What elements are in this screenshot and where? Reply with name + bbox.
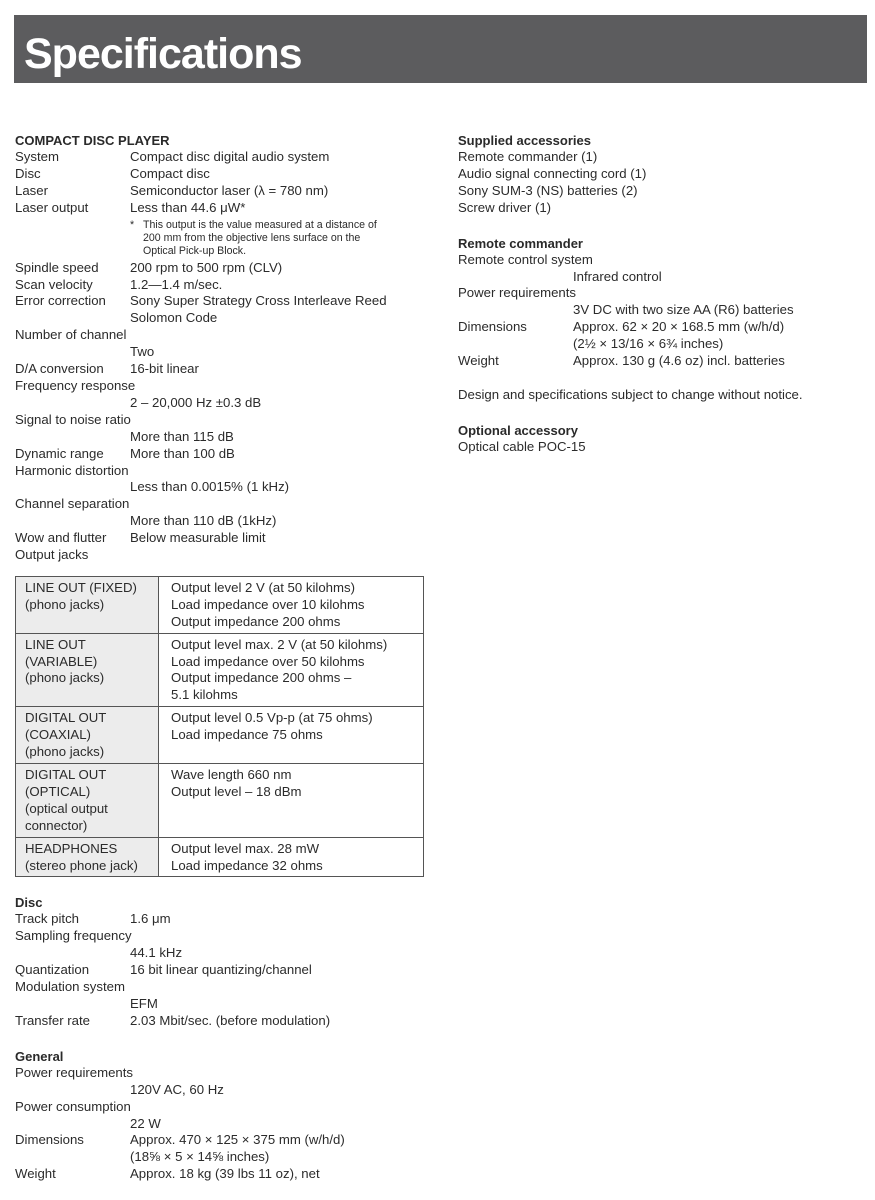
- section-heading-optional: Optional accessory: [458, 422, 578, 438]
- jack-spec-cell: [159, 837, 424, 877]
- spec-label: Laser: [15, 182, 48, 198]
- spec-label-power-requirements: Power requirements: [15, 1064, 134, 1080]
- jack-name-line: LINE OUT (FIXED): [25, 579, 137, 595]
- spec-value: Approx. 470 × 125 × 375 mm (w/h/d): [130, 1132, 345, 1148]
- spec-label: D/A conversion: [15, 361, 104, 377]
- spec-label-output-jacks: Output jacks: [15, 547, 89, 563]
- accessory-item: Sony SUM-3 (NS) batteries (2): [458, 182, 638, 198]
- spec-value: 16 bit linear quantizing/channel: [130, 962, 312, 978]
- jack-spec-line: Load impedance 75 ohms: [171, 727, 323, 743]
- jack-table-row: [16, 837, 424, 877]
- spec-label-harmonic-distortion: Harmonic distortion: [15, 462, 129, 478]
- footnote-line: This output is the value measured at a distance of: [143, 218, 377, 231]
- spec-label: Dimensions: [458, 319, 527, 335]
- spec-row-dimensions: [15, 1132, 435, 1149]
- spec-label: System: [15, 149, 59, 164]
- optional-item: Optical cable POC-15: [458, 438, 586, 454]
- spec-label-sampling-frequency: Sampling frequency: [15, 928, 132, 944]
- jack-name-line: LINE OUT: [25, 636, 86, 652]
- spec-label: Spindle speed: [15, 259, 99, 275]
- jack-spec-line: Output impedance 200 ohms: [171, 613, 341, 629]
- spec-value: 1.2—1.4 m/sec.: [130, 276, 223, 292]
- spec-label: Quantization: [15, 962, 90, 978]
- jack-name-line: HEADPHONES: [25, 840, 118, 856]
- jack-name-line: DIGITAL OUT: [25, 710, 107, 726]
- jack-name-cell: [16, 764, 159, 838]
- spec-value: Compact disc digital audio system: [130, 149, 330, 164]
- jack-spec-line: 5.1 kilohms: [171, 687, 238, 703]
- section-heading-remote: Remote commander: [458, 235, 583, 251]
- jack-spec-line: Load impedance over 50 kilohms: [171, 653, 365, 669]
- spec-value-remote-dimensions-inches: (2½ × 13/16 × 6¾ inches): [573, 336, 724, 352]
- spec-row-dynamic-range: [15, 446, 435, 463]
- spec-row-laser-output: [15, 200, 435, 217]
- spec-label-channel-separation: Channel separation: [15, 496, 130, 512]
- spec-row-wow-flutter: [15, 530, 435, 547]
- spec-label: Track pitch: [15, 911, 79, 927]
- change-notice: Design and specifications subject to change without notice.: [458, 386, 803, 402]
- jack-name-cell: [16, 633, 159, 707]
- spec-label: Wow and flutter: [15, 530, 107, 546]
- spec-value: Less than 44.6 μW*: [130, 199, 246, 215]
- spec-label: Laser output: [15, 199, 89, 215]
- output-jacks-table: [15, 576, 424, 878]
- section-heading-disc: Disc: [15, 895, 43, 911]
- spec-label: Weight: [458, 353, 499, 369]
- footnote-asterisk: *: [130, 218, 135, 231]
- jack-name-cell: [16, 837, 159, 877]
- spec-row-disc: [15, 166, 435, 183]
- jack-name-line: (phono jacks): [25, 744, 105, 760]
- jack-name-line: DIGITAL OUT: [25, 767, 107, 782]
- jack-spec-line: Load impedance over 10 kilohms: [171, 596, 365, 612]
- spec-row-scan-velocity: [15, 277, 435, 294]
- spec-value: More than 100 dB: [130, 445, 235, 461]
- spec-value-power-consumption: 22 W: [130, 1115, 161, 1131]
- spec-value-power-requirements: 120V AC, 60 Hz: [130, 1081, 224, 1097]
- jack-spec-line: Output level 2 V (at 50 kilohms): [171, 579, 355, 595]
- jack-spec-line: Output level max. 28 mW: [171, 840, 320, 856]
- spec-value: Below measurable limit: [130, 530, 266, 546]
- spec-label-channels: Number of channel: [15, 327, 127, 343]
- spec-value-modulation: EFM: [130, 995, 158, 1011]
- spec-label: Dimensions: [15, 1132, 84, 1148]
- spec-label-modulation: Modulation system: [15, 979, 125, 995]
- spec-row-track-pitch: [15, 911, 435, 928]
- right-column: [458, 132, 868, 456]
- spec-value-dimensions-inches: (18⅝ × 5 × 14⅝ inches): [130, 1149, 270, 1165]
- spec-value-remote-power: 3V DC with two size AA (R6) batteries: [573, 302, 794, 318]
- spec-value: 2.03 Mbit/sec. (before modulation): [130, 1012, 331, 1028]
- spec-label: Transfer rate: [15, 1012, 90, 1028]
- spec-label-remote-system: Remote control system: [458, 251, 593, 267]
- spec-label: Scan velocity: [15, 276, 93, 292]
- jack-spec-line: Output impedance 200 ohms –: [171, 670, 352, 686]
- spec-row-error-correction: [15, 293, 435, 310]
- spec-label-remote-power: Power requirements: [458, 285, 577, 301]
- jack-spec-line: Wave length 660 nm: [171, 767, 292, 782]
- jack-name-line: (optical output: [25, 800, 108, 816]
- spec-label: Weight: [15, 1166, 56, 1182]
- spec-value-sampling-frequency: 44.1 kHz: [130, 945, 183, 961]
- spec-value: 16-bit linear: [130, 361, 199, 377]
- spec-row-quantization: [15, 962, 435, 979]
- spec-row-spindle-speed: [15, 260, 435, 277]
- accessory-item: Audio signal connecting cord (1): [458, 165, 647, 181]
- section-heading-accessories: Supplied accessories: [458, 133, 591, 148]
- jack-spec-cell: [159, 707, 424, 764]
- spec-label-snr: Signal to noise ratio: [15, 411, 131, 427]
- spec-value-harmonic-distortion: Less than 0.0015% (1 kHz): [130, 479, 290, 495]
- jack-name-cell: [16, 576, 159, 633]
- jack-name-line: (VARIABLE): [25, 653, 98, 669]
- left-column: [15, 132, 435, 1183]
- spec-value-snr: More than 115 dB: [130, 428, 234, 444]
- footnote-line: Optical Pick-up Block.: [143, 244, 247, 257]
- spec-value: Sony Super Strategy Cross Interleave Reed: [130, 293, 387, 309]
- jack-name-line: (COAXIAL): [25, 727, 91, 743]
- accessory-item: Screw driver (1): [458, 199, 552, 215]
- spec-value: Approx. 62 × 20 × 168.5 mm (w/h/d): [573, 319, 785, 335]
- jack-name-line: (phono jacks): [25, 596, 105, 612]
- spec-row-weight: [15, 1166, 435, 1183]
- jack-spec-line: Output level max. 2 V (at 50 kilohms): [171, 636, 388, 652]
- spec-label: Disc: [15, 165, 41, 181]
- spec-value-remote-system: Infrared control: [573, 268, 662, 284]
- spec-value-continued: Solomon Code: [130, 310, 218, 326]
- spec-value-channel-separation: More than 110 dB (1kHz): [130, 513, 277, 529]
- spec-row-da-conversion: [15, 361, 435, 378]
- spec-label: Dynamic range: [15, 445, 104, 461]
- jack-spec-line: Output level – 18 dBm: [171, 783, 302, 799]
- spec-row-remote-weight: [458, 353, 868, 370]
- spec-label-power-consumption: Power consumption: [15, 1098, 131, 1114]
- jack-table-row: [16, 764, 424, 838]
- jack-spec-line: Load impedance 32 ohms: [171, 857, 323, 873]
- footnote-line: 200 mm from the objective lens surface on the: [143, 231, 361, 244]
- spec-value-frequency-response: 2 – 20,000 Hz ±0.3 dB: [130, 394, 262, 410]
- spec-value: Approx. 130 g (4.6 oz) incl. batteries: [573, 353, 785, 369]
- jack-name-line: (stereo phone jack): [25, 857, 138, 873]
- jack-spec-cell: [159, 576, 424, 633]
- spec-value: 1.6 μm: [130, 911, 171, 927]
- jack-table-row: [16, 633, 424, 707]
- jack-name-cell: [16, 707, 159, 764]
- spec-value: Compact disc: [130, 165, 210, 181]
- spec-label: Error correction: [15, 293, 106, 309]
- jack-table-row: [16, 707, 424, 764]
- spec-row-laser: [15, 183, 435, 200]
- jack-name-line: (phono jacks): [25, 670, 105, 686]
- jack-name-line: (OPTICAL): [25, 783, 91, 799]
- spec-value-channels: Two: [130, 344, 155, 360]
- jack-table-row: [16, 576, 424, 633]
- jack-name-line: connector): [25, 817, 88, 833]
- spec-value: Semiconductor laser (λ = 780 nm): [130, 182, 329, 198]
- accessory-item: Remote commander (1): [458, 149, 598, 164]
- spec-row-remote-dimensions: [458, 319, 868, 336]
- laser-output-footnote: [15, 219, 435, 258]
- section-heading-cd-player: COMPACT DISC PLAYER: [15, 133, 170, 148]
- spec-row-system: [15, 149, 435, 166]
- jack-spec-cell: [159, 764, 424, 838]
- jack-spec-cell: [159, 633, 424, 707]
- section-heading-general: General: [15, 1048, 64, 1064]
- jack-spec-line: Output level 0.5 Vp-p (at 75 ohms): [171, 710, 373, 726]
- page-title: Specifications: [24, 30, 302, 78]
- spec-value: Approx. 18 kg (39 lbs 11 oz), net: [130, 1166, 320, 1182]
- spec-value: 200 rpm to 500 rpm (CLV): [130, 259, 283, 275]
- spec-label-frequency-response: Frequency response: [15, 377, 136, 393]
- spec-row-transfer-rate: [15, 1013, 435, 1030]
